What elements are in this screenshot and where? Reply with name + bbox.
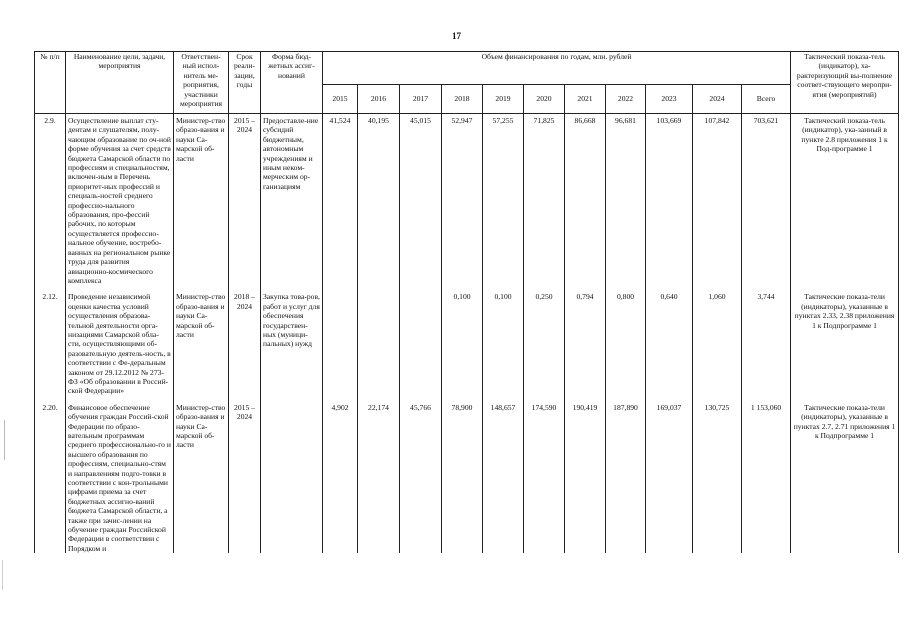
header-year: 2023 [646,85,693,114]
row-value [323,292,358,395]
row-value [400,292,442,395]
header-responsible: Ответствен-ный испол-нитель ме-роприятия, участники мероприятия [174,52,229,114]
row-value: 22,174 [358,403,400,554]
row-value: 57,255 [483,114,524,286]
header-name: Наименование цели, задачи, мероприятия [66,52,174,114]
row-term: 2018 – 2024 [229,292,261,395]
row-spacer [35,285,899,292]
row-value: 41,524 [323,114,358,286]
row-value: 190,419 [565,403,606,554]
row-value: 4,902 [323,403,358,554]
header-term: Срок реали-зации, годы [229,52,261,114]
row-indicator: Тактический показа-тель (индикатор), ука-занный в пункте 2.8 приложения 1 к Под-программе 1 [791,114,899,286]
page-number: 17 [452,31,461,41]
row-value: 0,800 [606,292,646,395]
row-indicator: Тактические показа-тели (индикаторы), указанные в пунктах 2.33, 2.38 приложения 1 к Подпрограмме 1 [791,292,899,395]
table-row [35,114,899,286]
row-value: 40,195 [358,114,400,286]
header-funding: Объем финансирования по годам, млн. рублей [323,52,791,85]
row-term: 2015 – 2024 [229,403,261,554]
row-value: 148,657 [483,403,524,554]
row-value: 45,015 [400,114,442,286]
row-form: Предоставле-ние субсидий бюджетным, автономным учреждениям и иным неком-мерческим ор-ганизациям [261,114,323,286]
row-value: 52,947 [442,114,483,286]
row-responsible: Министер-ство образо-вания и науки Са-марской об-ласти [174,114,229,286]
row-spacer [35,396,899,403]
row-responsible: Министер-ство образо-вания и науки Са-марской об-ласти [174,292,229,395]
header-year: 2024 [693,85,742,114]
row-value: 187,890 [606,403,646,554]
row-number: 2.20. [35,403,66,554]
row-form [261,403,323,554]
header-no: № п/п [35,52,66,114]
row-total: 703,621 [742,114,791,286]
header-indicator: Тактический показа-тель (индикатор), ха-рактеризующий вы-полнение соответ-ствующего меропри-ятия (мероприятий) [791,52,899,114]
row-name: Проведение независимой оценки качества условий осуществления образова-тельной деятельности орга-низациями Самарской обла-сти, осуществляющими об-разовательную деятель-ность, в соответствии с Фе-деральным законом от 29.12.2012 № 273-ФЗ «Об образовании в Россий-ской Федерации» [66,292,174,395]
scan-mark [2,560,3,590]
row-value: 0,100 [483,292,524,395]
funding-table [34,51,899,553]
row-value: 78,900 [442,403,483,554]
row-name: Осуществление выплат сту-дентам и слушателям, полу-чающим образование по оч-ной форме обучения за счет средств бюджета Самарской области по профессиям и специальностям, включен-ным в Перечень приоритет-ных профессий и специаль-ностей среднего професcио-нального образования, про-фессий рабочих, по которым осуществляется профессио-нальное обучение, востребо-ванных на региональном рынке труда для развития авиационно-космического комплекса [66,114,174,286]
scan-mark [4,420,5,460]
row-value: 174,590 [524,403,565,554]
row-number: 2.12. [35,292,66,395]
row-value: 130,725 [693,403,742,554]
table-row [35,292,899,395]
table-row [35,403,899,554]
row-indicator: Тактические показа-тели (индикаторы), указанные в пунктах 2.7, 2.71 приложения 1 к Подпрограмме 1 [791,403,899,554]
row-term: 2015 – 2024 [229,114,261,286]
row-value: 107,842 [693,114,742,286]
header-year: 2022 [606,85,646,114]
header-year: 2016 [358,85,400,114]
header-year: 2018 [442,85,483,114]
row-value [358,292,400,395]
row-value: 0,100 [442,292,483,395]
header-total: Всего [742,85,791,114]
row-value: 0,250 [524,292,565,395]
row-total: 3,744 [742,292,791,395]
header-form: Форма бюд-жетных ассиг-нований [261,52,323,114]
row-number: 2.9. [35,114,66,286]
row-value: 0,640 [646,292,693,395]
row-value: 96,681 [606,114,646,286]
row-value: 103,669 [646,114,693,286]
header-year: 2020 [524,85,565,114]
row-value: 169,037 [646,403,693,554]
row-value: 71,825 [524,114,565,286]
header-year: 2021 [565,85,606,114]
row-form: Закупка това-ров, работ и услуг для обеспечения государствен-ных (муници-пальных) нужд [261,292,323,395]
header-year: 2015 [323,85,358,114]
header-year: 2017 [400,85,442,114]
row-value: 45,766 [400,403,442,554]
row-responsible: Министер-ство образо-вания и науки Са-марской об-ласти [174,403,229,554]
header-year: 2019 [483,85,524,114]
row-total: 1 153,060 [742,403,791,554]
row-name: Финансовое обеспечение обучения граждан Россий-ской Федерации по образо-вательным программам среднего профессионально-го и высшего образования по профессиям, специально-стям и направлениям подго-товки в соответствии с кон-трольными цифрами приема за счет бюджетных ассигно-ваний бюджета Самарской области, а также при зачис-лении на обучение граждан Российской Федерации в соответствии с Порядком и [66,403,174,554]
row-value: 86,668 [565,114,606,286]
row-value: 0,794 [565,292,606,395]
row-value: 1,060 [693,292,742,395]
